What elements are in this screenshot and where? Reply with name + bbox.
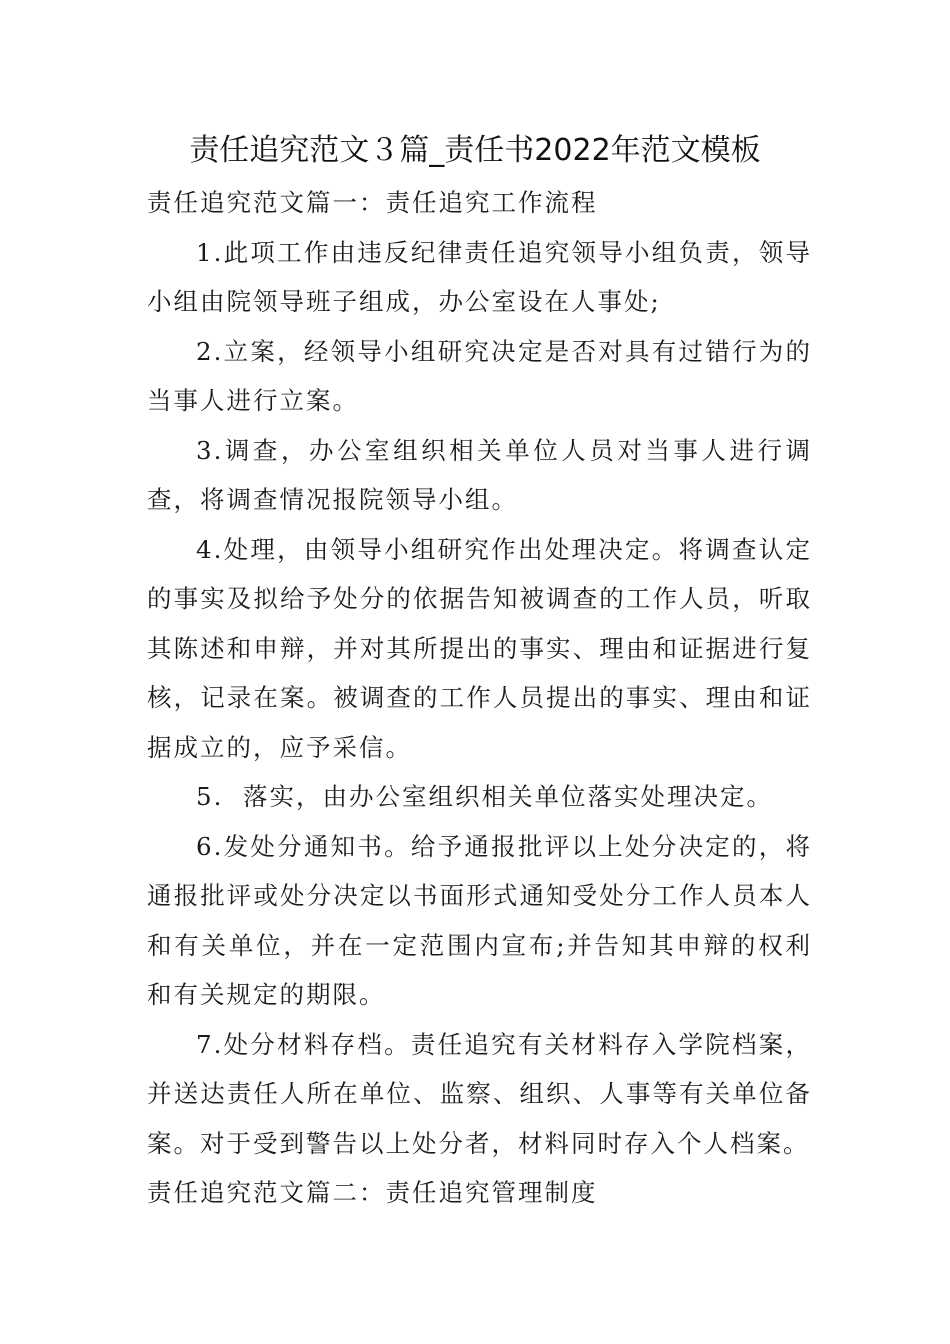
- section-heading-1: 责任追究范文篇一：责任追究工作流程: [147, 188, 598, 217]
- paragraph-3: 3.调查，办公室组织相关单位人员对当事人进行调查，将调查情况报院领导小组。: [147, 435, 812, 514]
- paragraph-5: 5. 落实，由办公室组织相关单位落实处理决定。: [196, 782, 773, 811]
- paragraph-4: 4.处理，由领导小组研究作出处理决定。将调查认定的事实及拟给予处分的依据告知被调查的工作人员，听取其陈述和申辩，并对其所提出的事实、理由和证据进行复核，记录在案。被调查的工作人员提出的事实、理由和证据成立的，应予采信。: [147, 534, 812, 762]
- section-heading-2: 责任追究范文篇二：责任追究管理制度: [147, 1178, 598, 1207]
- document-title: 责任追究范文３篇_责任书2022年范文模板: [189, 133, 761, 168]
- paragraph-2: 2.立案，经领导小组研究决定是否对具有过错行为的当事人进行立案。: [147, 336, 812, 415]
- document-body: [147, 178, 812, 1218]
- paragraph-7: 7.处分材料存档。责任追究有关材料存入学院档案，并送达责任人所在单位、监察、组织、人事等有关单位备案。对于受到警告以上处分者，材料同时存入个人档案。: [147, 1029, 812, 1158]
- paragraph-6: 6.发处分通知书。给予通报批评以上处分决定的，将通报批评或处分决定以书面形式通知受处分工作人员本人和有关单位，并在一定范围内宣布;并告知其申辩的权利和有关规定的期限。: [147, 831, 812, 1009]
- paragraph-1: 1.此项工作由违反纪律责任追究领导小组负责，领导小组由院领导班子组成，办公室设在人事处;: [147, 237, 812, 316]
